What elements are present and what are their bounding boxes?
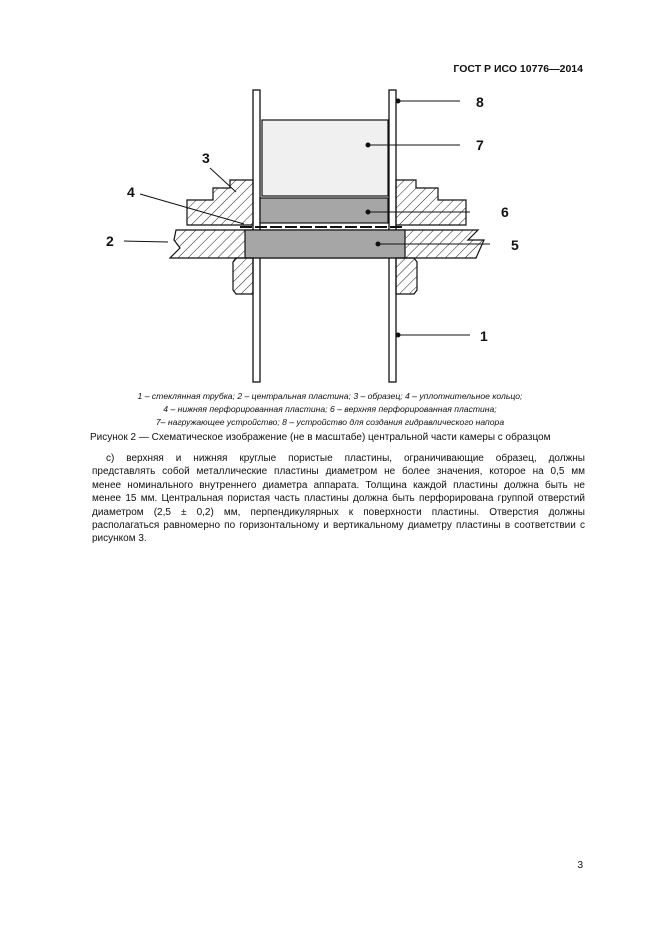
callout-2: 2 (106, 233, 114, 249)
legend-line: 4 – нижняя перфорированная пластина; 6 – верхняя перфорированная пластина; (163, 404, 497, 414)
body-paragraph (92, 452, 585, 546)
loading-device (262, 120, 388, 196)
callout-1: 1 (480, 328, 488, 344)
paragraph-line: менее номинального внутреннего диаметра аппарата. Толщина каждой пластины должна быть не (92, 479, 585, 491)
chamber-schematic (0, 0, 661, 390)
legend-line: 1 – стеклянная трубка; 2 – центральная пластина; 3 – образец; 4 – уплотнительное кольцо; (137, 391, 523, 401)
paragraph-line: располагаться равномерно по горизонтальному и вертикальному диаметру пластины в соответствии с (92, 520, 585, 532)
paragraph-line: диаметром (2,5 ± 0,2) мм, перпендикулярных к поверхности пластины. Отверстия должны (92, 506, 585, 518)
callout-6: 6 (501, 204, 509, 220)
paragraph-line: менее 15 мм. Центральная пористая часть пластины должна быть перфорирована группой отверстий (92, 493, 585, 505)
legend-line: 7– нагружающее устройство; 8 – устройство для создания гидравлического напора (155, 417, 505, 427)
figure-legend (60, 390, 600, 429)
paragraph-line: представлять собой металлические пластины диаметром не более значения, которое на 0,5 мм (92, 466, 585, 478)
paragraph-line: рисунком 3. (92, 533, 147, 545)
callout-5: 5 (511, 237, 519, 253)
callout-4: 4 (127, 184, 135, 200)
callout-3: 3 (202, 150, 210, 166)
figure-caption: Рисунок 2 — Схематическое изображение (не в масштабе) центральной части камеры с образцом (90, 432, 551, 443)
callout-8: 8 (476, 94, 484, 110)
paragraph-line: с) верхняя и нижняя круглые пористые пластины, ограничивающие образец, должны (106, 453, 585, 464)
callout-7: 7 (476, 137, 484, 153)
standard-designation: ГОСТ Р ИСО 10776—2014 (453, 63, 583, 75)
page-number: 3 (577, 860, 583, 871)
